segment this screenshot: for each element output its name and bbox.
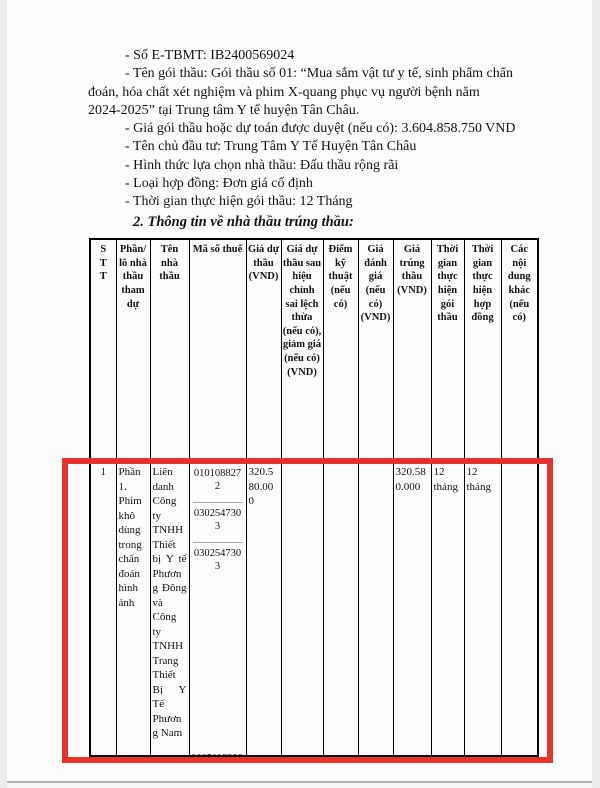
cell-lot: Phần 1. Phim khô dùng trong chẩn đoán hình ảnh bbox=[116, 463, 150, 757]
tax-code-2: 0302547303 bbox=[193, 505, 243, 543]
col-header-package-duration: Thời gian thực hiện gói thầu bbox=[431, 239, 464, 463]
col-header-technical-score: Điểm kỹ thuật (nếu có) bbox=[323, 239, 358, 463]
page-bottom-margin bbox=[7, 783, 592, 788]
col-header-winning-price: Giá trúng thầu (VND) bbox=[393, 239, 431, 463]
page-edge-right bbox=[592, 0, 600, 788]
col-header-contractor: Tên nhà thầu bbox=[150, 239, 189, 463]
doc-line-contract-type: - Loại hợp đồng: Đơn giá cố định bbox=[125, 176, 313, 192]
col-header-other: Các nội dung khác (nếu có) bbox=[501, 239, 538, 463]
doc-line-package-name-3: 2024-2025” tại Trung tâm Y tế huyện Tân Châu. bbox=[88, 102, 360, 118]
page-edge-left bbox=[0, 0, 7, 788]
red-highlight-box bbox=[62, 458, 553, 763]
cell-contract-duration: 12 tháng bbox=[464, 463, 501, 757]
col-header-adjusted-price: Giá dự thầu sau hiệu chỉnh sai lệch thừa (nếu có), giảm giá (nếu có) (VND) bbox=[281, 239, 323, 463]
col-header-bid-price: Giá dự thầu (VND) bbox=[246, 239, 281, 463]
tax-code-1: 0101088272 bbox=[193, 465, 243, 503]
section-heading-winner-info: 2. Thông tin về nhà thầu trúng thầu: bbox=[133, 214, 354, 230]
cell-stt: 1 bbox=[90, 463, 116, 757]
tax-code-3: 0302547303 bbox=[193, 548, 242, 572]
col-header-contract-duration: Thời gian thực hiện hợp đồng bbox=[464, 239, 501, 463]
overflow-tax-code: 0105118288 bbox=[190, 753, 244, 764]
doc-line-package-name-1: - Tên gói thầu: Gói thầu số 01: “Mua sắm vật tư y tế, sinh phẩm chẩn bbox=[125, 66, 513, 82]
doc-line-investor: - Tên chủ đầu tư: Trung Tâm Y Tế Huyện Tân Châu bbox=[125, 139, 417, 155]
col-header-lot: Phần/ lô nhà thầu tham dự bbox=[116, 239, 150, 463]
document-body bbox=[88, 47, 558, 212]
cell-bid-price: 320.580.000 bbox=[246, 463, 281, 757]
doc-line-selection-method: - Hình thức lựa chọn nhà thầu: Đấu thầu rộng rãi bbox=[125, 157, 399, 173]
col-header-evaluated-price: Giá đánh giá (nếu có) (VND) bbox=[358, 239, 393, 463]
doc-line-tbmt-number: - Số E-TBMT: IB2400569024 bbox=[125, 48, 295, 63]
col-header-stt: STT bbox=[90, 239, 116, 463]
col-header-tax-code: Mã số thuế bbox=[189, 239, 246, 463]
cell-package-duration: 12 tháng bbox=[431, 463, 464, 757]
cell-contractor: Liên danh Công ty TNHH Thiết bị Y tế Phương Đông và Công ty TNHH Trang Thiết Bị Y Tế Phương Nam bbox=[150, 463, 189, 757]
doc-line-package-price: - Giá gói thầu hoặc dự toán được duyệt (nếu có): 3.604.858.750 VND bbox=[125, 121, 516, 137]
header-row bbox=[90, 239, 538, 463]
doc-line-duration: - Thời gian thực hiện gói thầu: 12 Tháng bbox=[125, 194, 353, 210]
cell-winning-price: 320.580.000 bbox=[393, 463, 431, 757]
doc-line-package-name-2: đoán, hóa chất xét nghiệm và phim X-quang phục vụ người bệnh năm bbox=[88, 84, 480, 100]
